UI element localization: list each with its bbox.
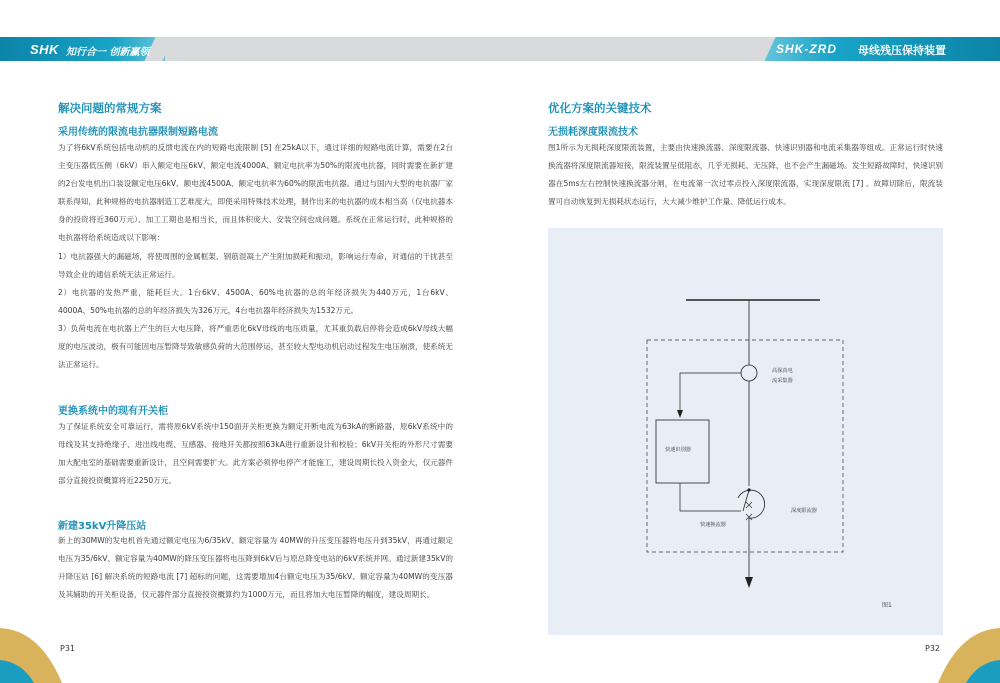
- left-page-title: 解决问题的常规方案: [58, 101, 162, 115]
- current-limiter-diagram: [548, 228, 943, 635]
- paragraph: 为了保证系统安全可靠运行，需将原6kV系统中150面开关柜更换为额定开断电流为63kA的断路器，原6kV系统中的母线及其支持绝缘子、进出线电缆、互感器、接地开关都按照63kA进行重新设计和校验；6kV开关柜的外形尺寸需要加大配电室的基础需要重新设计，且空间需要扩大。此方案必须停电停产才能施工，建设周期长投入资金大，仅元器件部分直接投资概算将近2250万元。: [58, 422, 453, 486]
- label-deep-limiter: 深度限流器: [791, 508, 817, 514]
- paragraph: 1）电抗器强大的漏磁场，将使周围的金属框架、钢筋混凝土产生附加损耗和振动，影响运行寿命，对通信的干扰甚至导致企业的通信系统无法正常运行。: [58, 251, 453, 279]
- paragraph: 为了将6kV系统包括电动机的反馈电流在内的短路电流限制 [5] 在25kA以下，通过详细的短路电流计算，需要在2台主变压器低压侧（6kV）串入额定电压6kV、额定电流4000A、额定电抗率为50%的限流电抗器，同时需要在新扩建的2台发电机出口装设额定电压6kV、额电流4500A、额定电抗率为60%的限流电抗器。通过与国内大型的电抗器厂家联系得知，此种规格的电抗器制造工艺难度大，即使采用特殊技术处理，制作出来的电抗器的成本相当高（仅电抗器本身的投资将近360万元）、加工工期也是相当长，而且体积庞大、安装空间也成问题。系统在正常运行时，此种规格的电抗器将给系统造成以下影响：: [58, 143, 453, 243]
- section-body-substation: [58, 532, 453, 604]
- section-body-deep-limiting: [548, 139, 943, 211]
- figure-caption: 图1: [882, 602, 892, 609]
- paragraph: 2）电抗器的发热严重，能耗巨大。1台6kV、4500A、60%电抗器的总的年经济损失为440万元，1台6kV、4000A、50%电抗器的总的年经济损失为326万元，4台电抗器年经济损失为1532万元。: [58, 287, 453, 315]
- right-page-title: 优化方案的关键技术: [548, 101, 652, 115]
- current-collector-ct: [741, 365, 757, 381]
- control-line: [680, 483, 741, 511]
- page-number-right: P32: [925, 644, 941, 653]
- footer-decoration-right: [930, 620, 1000, 683]
- label-current-collector-1: 高保真电: [772, 368, 793, 374]
- brand-logo-left: SHK: [30, 42, 59, 57]
- section-body-switchgear: [58, 418, 453, 490]
- label-fast-commutator: 快速换流器: [700, 522, 726, 528]
- brand-slogan: 知行合一 创新赢领: [66, 47, 150, 58]
- paragraph: 图1所示为无损耗深度限流装置，主要由快速换流器、深度限流器、快速识别器和电流采集器等组成。正常运行时快速换流器将深度限流器短接，限流装置呈低阻态，几乎无损耗、无压降，也不会产生漏磁场。发生短路故障时，快速识别器在5ms左右控制快速换流器分闸，在电流第一次过零点投入深度限流器，实现深度限流 [7] 。故障切除后，限流装置可自动恢复到无损耗状态运行，大大减少维护工作量、降低运行成本。: [548, 143, 943, 207]
- section-heading-switchgear: 更换系统中的现有开关柜: [58, 406, 168, 417]
- output-arrow: [745, 577, 753, 588]
- ct-signal-arrow: [677, 410, 683, 418]
- label-current-collector-2: 流采集器: [772, 378, 793, 384]
- section-heading-substation: 新建35kV升降压站: [58, 521, 147, 532]
- ct-signal-line: [680, 373, 741, 413]
- section-heading-deep-limiting: 无损耗深度限流技术: [548, 127, 638, 138]
- page-number-left: P31: [60, 644, 76, 653]
- brand-logo-right: SHK-ZRD: [776, 42, 837, 56]
- product-title: 母线残压保持装置: [858, 44, 946, 57]
- section-body-reactor: [58, 139, 453, 374]
- paragraph: 新上的30MW的发电机首先通过额定电压为6/35kV、额定容量为 40MW的升压变压器将电压升到35kV，再通过额定电压为35/6kV、额定容量为40MW的降压变压器将电压降到6kV后与原总降变电站的6kV系统并网。通过新建35kV的升降压站 [6] 解决系统的短路电流 [7] 超标的问题，这需要增加4台额定电压为35/6kV、额定容量为40MW的变压器及其辅助的开关柜设备，仅元器件部分直接投资概算约为1000万元，而且将加大电压暂降的幅度，建设周期长。: [58, 536, 453, 600]
- label-fast-identifier: 快速识别器: [665, 447, 691, 453]
- deep-limiter-arc: [738, 490, 765, 518]
- section-heading-reactor: 采用传统的限流电抗器限制短路电流: [58, 127, 218, 138]
- paragraph: 3）负荷电流在电抗器上产生的巨大电压降，将严重恶化6kV母线的电压质量，尤其重负载启停将会造成6kV母线大幅度的电压波动，极有可能因电压暂降导致敏感负荷的大范围停运，甚至较大型电动机启动过程发生电压崩溃，使系统无法正常运行。: [58, 323, 453, 370]
